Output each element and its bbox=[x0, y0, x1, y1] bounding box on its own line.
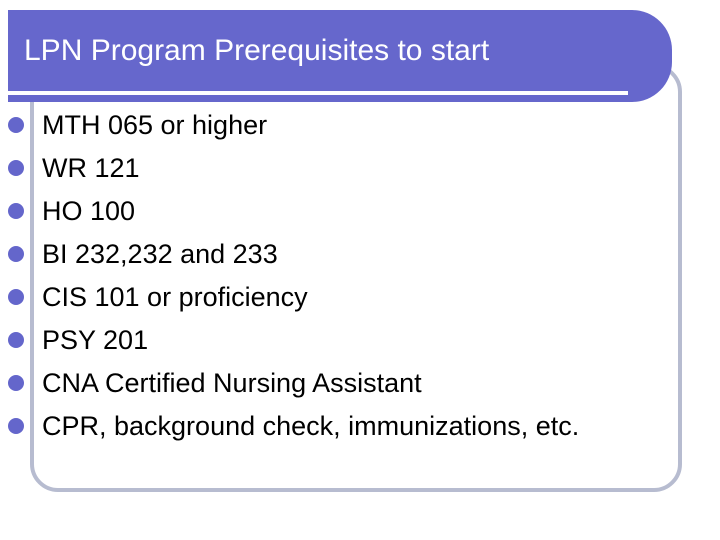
list-item bbox=[8, 406, 579, 446]
bullet-dot-icon bbox=[8, 160, 24, 176]
bullet-dot-icon bbox=[8, 246, 24, 262]
bullet-text: CPR, background check, immunizations, etc. bbox=[42, 410, 580, 441]
bullet-text: CIS 101 or proficiency bbox=[42, 281, 308, 312]
bullet-dot-icon bbox=[8, 117, 24, 133]
bullet-dot-icon bbox=[8, 332, 24, 348]
bullet-text: WR 121 bbox=[42, 152, 140, 183]
bullet-text: HO 100 bbox=[42, 195, 136, 226]
list-item bbox=[8, 320, 148, 360]
list-item bbox=[8, 234, 278, 274]
list-item bbox=[8, 277, 308, 317]
title-underline bbox=[8, 91, 628, 95]
bullet-text: PSY 201 bbox=[42, 324, 149, 355]
bullet-dot-icon bbox=[8, 203, 24, 219]
bullet-text: CNA Certified Nursing Assistant bbox=[42, 367, 422, 398]
list-item bbox=[8, 191, 135, 231]
bullet-text: BI 232,232 and 233 bbox=[42, 238, 278, 269]
bullet-dot-icon bbox=[8, 289, 24, 305]
list-item bbox=[8, 363, 422, 403]
bullet-dot-icon bbox=[8, 418, 24, 434]
list-item bbox=[8, 105, 267, 145]
list-item bbox=[8, 148, 140, 188]
bullet-text: MTH 065 or higher bbox=[42, 109, 268, 140]
slide-title: LPN Program Prerequisites to start bbox=[24, 34, 490, 67]
bullet-dot-icon bbox=[8, 375, 24, 391]
